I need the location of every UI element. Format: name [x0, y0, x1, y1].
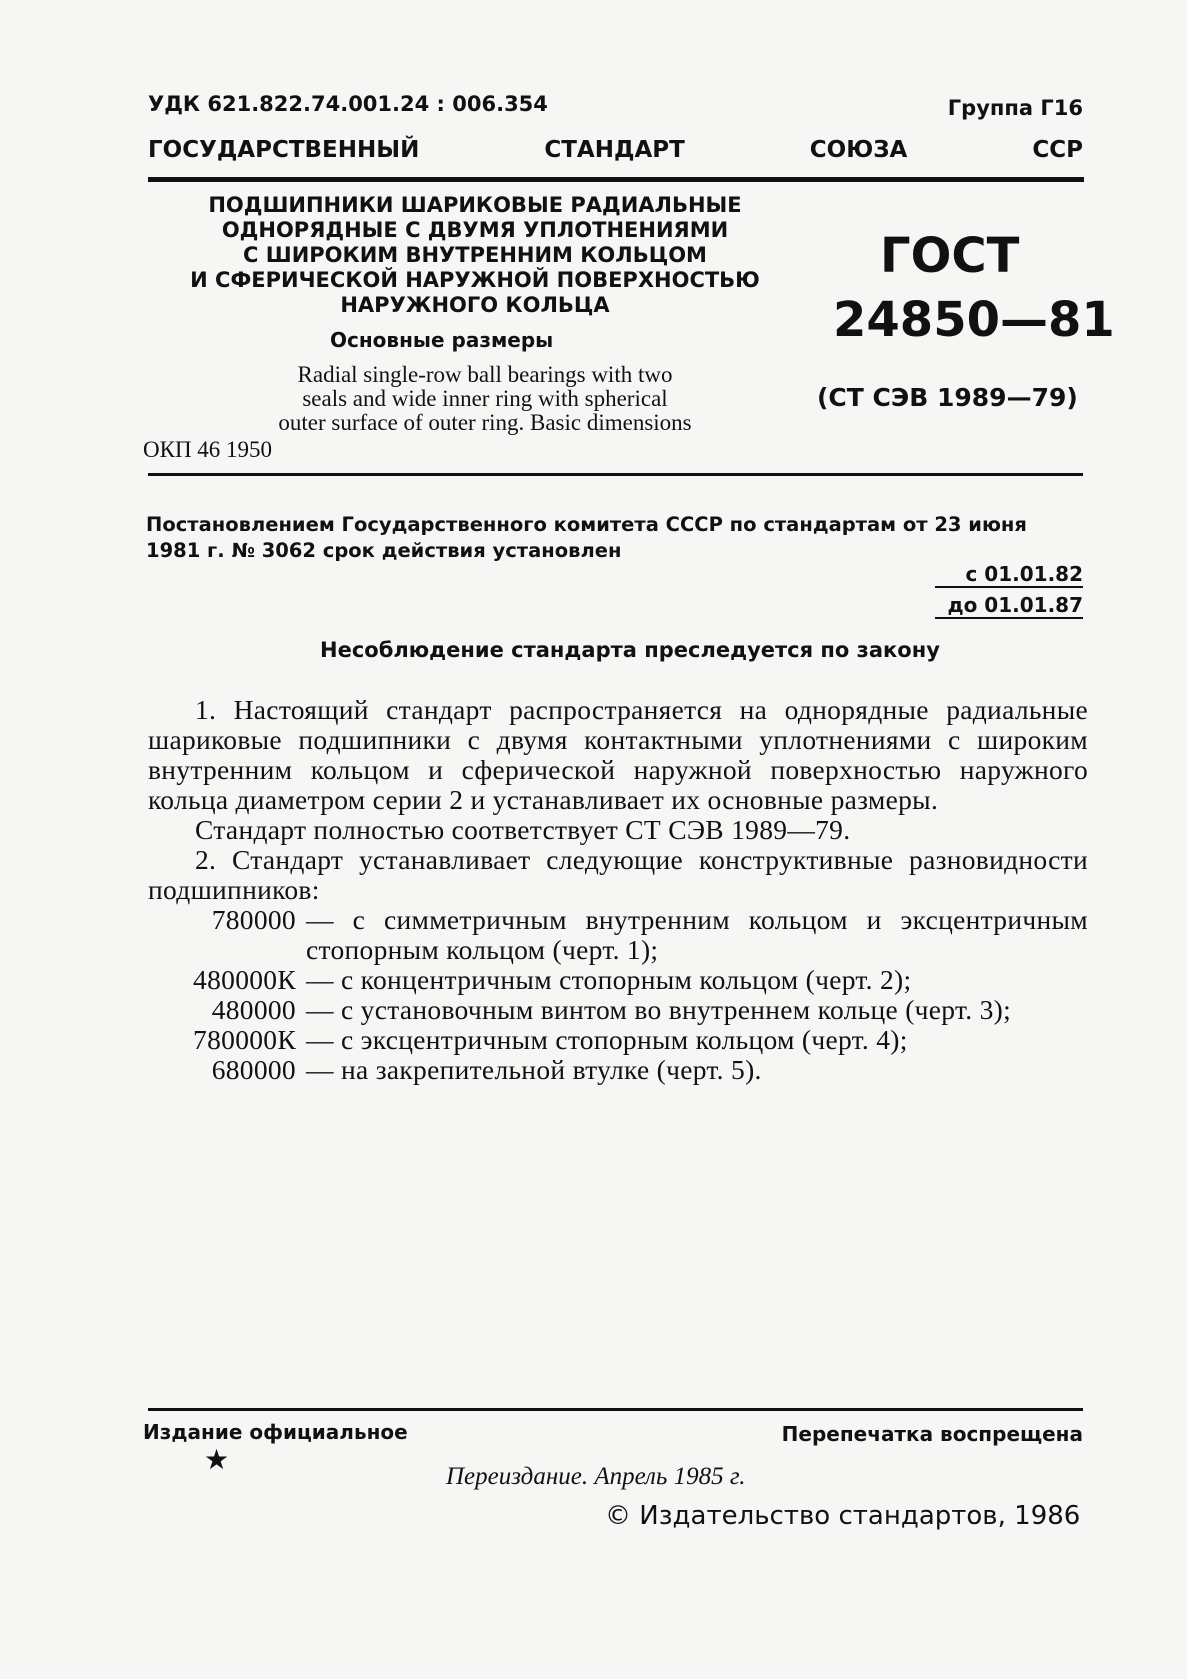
- paragraph-1: 1. Настоящий стандарт распространяется на однорядные радиальные шариковые подшипники с двумя контактными уплотнениями с широким внутренним кольцом и сферической наружной поверхностью наружного кольца диаметром серии 2 и устанавливает их основные размеры.: [148, 694, 1088, 815]
- english-line: outer surface of outer ring. Basic dimensions: [278, 410, 692, 435]
- title-line: С ШИРОКИМ ВНУТРЕННИМ КОЛЬЦОМ: [243, 243, 707, 267]
- title-line: ПОДШИПНИКИ ШАРИКОВЫЕ РАДИАЛЬНЫЕ: [208, 193, 742, 217]
- variant-description: [296, 1055, 1088, 1085]
- variant-row: [148, 965, 1088, 995]
- reissue-note: Переиздание. Апрель 1985 г.: [446, 1463, 746, 1490]
- date-underline: [935, 617, 1083, 619]
- variant-text: с симметричным внутренним кольцом и эксцентричным стопорным кольцом (черт. 1);: [306, 904, 1088, 965]
- title-line: НАРУЖНОГО КОЛЬЦА: [340, 293, 610, 317]
- variant-text: с установочным винтом во внутреннем кольце (черт. 3);: [341, 994, 1012, 1025]
- english-line: Radial single-row ball bearings with two: [297, 362, 673, 387]
- variant-code: 780000К: [193, 1024, 296, 1055]
- decree-text: [146, 512, 1084, 564]
- group-code: Группа Г16: [947, 96, 1083, 120]
- validity-to: до 01.01.87: [947, 593, 1083, 617]
- divider: [148, 473, 1083, 476]
- english-line: seals and wide inner ring with spherical: [302, 386, 668, 411]
- variant-dash: —: [306, 904, 334, 935]
- variant-dash: —: [306, 964, 334, 995]
- paragraph-2: Стандарт полностью соответствует СТ СЭВ 1989—79.: [195, 814, 851, 845]
- st-sev-reference: (СТ СЭВ 1989—79): [817, 383, 1078, 412]
- variant-row: [148, 1055, 1088, 1085]
- variant-row: [148, 1025, 1088, 1055]
- divider-thick: [148, 177, 1084, 182]
- banner-word: СОЮЗА: [809, 137, 908, 163]
- document-title: [185, 193, 765, 318]
- law-notice: Несоблюдение стандарта преследуется по закону: [320, 638, 940, 662]
- variant-description: [296, 1025, 1088, 1055]
- variant-row: [148, 905, 1088, 965]
- date-underline: [935, 586, 1083, 588]
- divider-bottom: [148, 1408, 1083, 1411]
- variant-text: с эксцентричным стопорным кольцом (черт. 4);: [341, 1024, 908, 1055]
- variant-code: 780000: [211, 904, 296, 935]
- variant-text: на закрепительной втулке (черт. 5).: [341, 1054, 762, 1085]
- okp-code: ОКП 46 1950: [143, 437, 273, 462]
- variant-description: [296, 905, 1088, 965]
- decree-line: 1981 г. № 3062 срок действия установлен: [146, 539, 622, 562]
- banner-word: ССР: [1032, 137, 1083, 163]
- variant-dash: —: [306, 1054, 334, 1085]
- state-standard-banner: [148, 137, 1083, 163]
- official-edition: Издание официальное: [143, 1420, 408, 1444]
- variant-description: [296, 965, 1088, 995]
- udk-code: УДК 621.822.74.001.24 : 006.354: [148, 92, 548, 116]
- english-title: [225, 363, 745, 435]
- variant-code: 680000: [211, 1054, 296, 1085]
- star-icon: ★: [204, 1445, 230, 1476]
- body-text: [148, 695, 1088, 1085]
- gost-number: 24850—81: [833, 292, 1115, 348]
- variant-code: 480000: [211, 994, 296, 1025]
- variant-list: [148, 905, 1088, 1085]
- variant-description: [296, 995, 1088, 1025]
- decree-line: Постановлением Государственного комитета СССР по стандартам от 23 июня: [146, 513, 1027, 536]
- variant-row: [148, 995, 1088, 1025]
- title-line: ОДНОРЯДНЫЕ С ДВУМЯ УПЛОТНЕНИЯМИ: [221, 218, 729, 242]
- subtitle: Основные размеры: [330, 328, 554, 352]
- no-reprint-notice: Перепечатка воспрещена: [781, 1422, 1083, 1446]
- variant-text: с концентричным стопорным кольцом (черт. 2);: [341, 964, 912, 995]
- paragraph-3: 2. Стандарт устанавливает следующие конструктивные разновидности подшипников:: [148, 844, 1088, 905]
- banner-word: ГОСУДАРСТВЕННЫЙ: [148, 137, 420, 163]
- gost-label: ГОСТ: [880, 228, 1020, 284]
- banner-word: СТАНДАРТ: [544, 137, 685, 163]
- copyright: © Издательство стандартов, 1986: [605, 1501, 1081, 1531]
- variant-dash: —: [306, 994, 334, 1025]
- validity-from: с 01.01.82: [965, 562, 1083, 586]
- title-line: И СФЕРИЧЕСКОЙ НАРУЖНОЙ ПОВЕРХНОСТЬЮ: [190, 268, 760, 292]
- variant-code: 480000К: [193, 964, 296, 995]
- variant-dash: —: [306, 1024, 334, 1055]
